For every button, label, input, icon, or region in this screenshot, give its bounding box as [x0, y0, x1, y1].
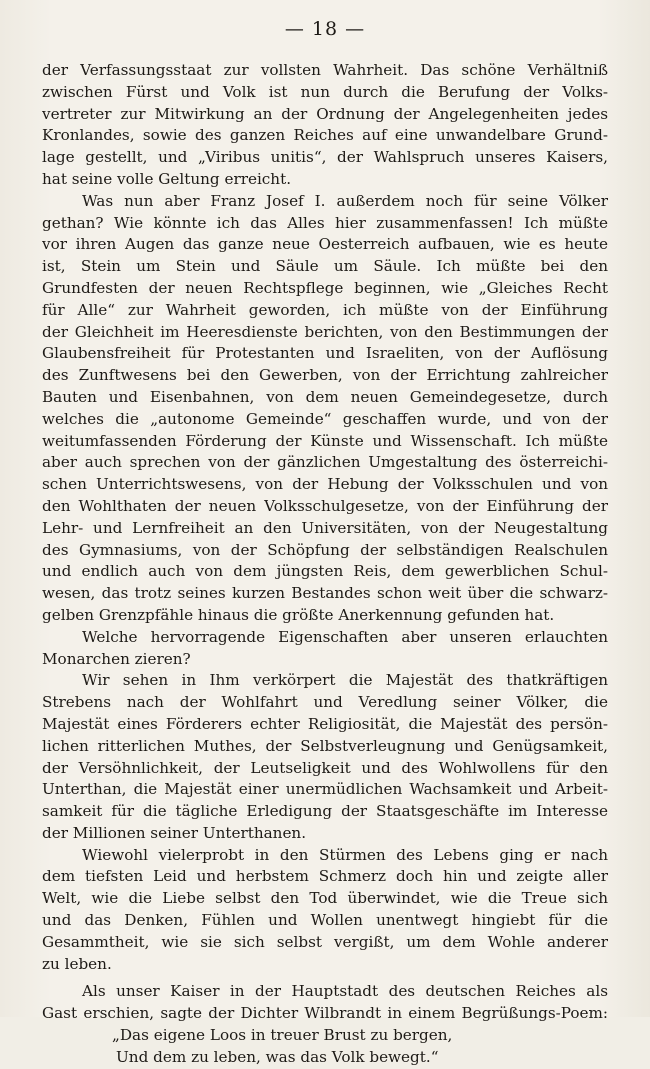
text-line: hat seine volle Geltung erreicht.	[42, 169, 292, 188]
text-line: der Verfassungsstaat zur vollsten Wahrheit. Das schöne Verhältniß	[42, 61, 608, 79]
text-line: Glaubensfreiheit für Protestanten und Israeliten, von der Auflösung	[42, 344, 608, 363]
text-line: samkeit für die tägliche Erledigung der Staatsgeschäfte im Interesse	[42, 802, 608, 821]
text-line: schen Unterrichtswesens, von der Hebung der Volksschulen und von	[42, 475, 608, 494]
text-line: Welt, wie die Liebe selbst den Tod überwindet, wie die Treue sich	[42, 889, 608, 908]
text-line: der Millionen seiner Unterthanen.	[42, 823, 307, 842]
page-number: — 18 —	[284, 18, 366, 40]
text-line: lage gestellt, und „Viribus unitis“, der Wahlspruch unseres Kaisers,	[42, 148, 608, 167]
body-text	[42, 60, 608, 1069]
text-line: Bauten und Eisenbahnen, von dem neuen Gemeindegesetze, durch	[42, 387, 608, 406]
text-line: den Wohlthaten der neuen Volksschulgesetze, von der Einführung der	[42, 496, 608, 515]
text-line: Strebens nach der Wohlfahrt und Veredlung seiner Völker, die	[42, 693, 608, 712]
text-line: und das Denken, Fühlen und Wollen unentwegt hingiebt für die	[42, 911, 608, 930]
text-line: wesen, das trotz seines kurzen Bestandes schon weit über die schwarz-	[42, 584, 608, 603]
text-line: Unterthan, die Majestät einer unermüdlichen Wachsamkeit und Arbeit-	[42, 780, 608, 799]
text-line: Wir sehen in Ihm verkörpert die Majestät des thatkräftigen	[82, 671, 608, 690]
text-line: Was nun aber Franz Josef I. außerdem noch für seine Völker	[82, 191, 608, 210]
text-line: Welche hervorragende Eigenschaften aber unseren erlauchten	[82, 627, 608, 646]
text-line: Gast erschien, sagte der Dichter Wilbrandt in einem Begrüßungs-Poem:	[42, 1004, 608, 1023]
text-line: vertreter zur Mitwirkung an der Ordnung der Angelegenheiten jedes	[42, 104, 608, 123]
text-line: gethan? Wie könnte ich das Alles hier zusammenfassen! Ich müßte	[42, 213, 608, 232]
text-line: Majestät eines Förderers echter Religiosität, die Majestät des persön-	[42, 714, 608, 733]
text-line: dem tiefsten Leid und herbstem Schmerz doch hin und zeigte aller	[42, 867, 608, 886]
quote-line: „Das eigene Loos in treuer Brust zu bergen,	[112, 1026, 453, 1045]
text-line: des Gymnasiums, von der Schöpfung der selbständigen Realschulen	[42, 540, 608, 559]
text-line: weitumfassenden Förderung der Künste und Wissenschaft. Ich müßte	[42, 431, 608, 450]
text-line: Lehr- und Lernfreiheit an den Universitäten, von der Neugestaltung	[42, 518, 608, 537]
text-line: und endlich auch von dem jüngsten Reis, dem gewerblichen Schul-	[42, 562, 608, 581]
text-line: für Alle“ zur Wahrheit geworden, ich müßte von der Einführung	[42, 300, 608, 319]
text-line: der Gleichheit im Heeresdienste berichten, von den Bestimmungen der	[42, 322, 608, 341]
text-line: des Zunftwesens bei den Gewerben, von der Errichtung zahlreicher	[42, 366, 608, 385]
text-line: ist, Stein um Stein und Säule um Säule. Ich müßte bei den	[42, 257, 608, 276]
text-line: Grundfesten der neuen Rechtspflege beginnen, wie „Gleiches Recht	[42, 278, 608, 297]
text-line: Wiewohl vielerprobt in den Stürmen des Lebens ging er nach	[82, 845, 608, 864]
text-line: zwischen Fürst und Volk ist nun durch die Berufung der Volks-	[42, 82, 608, 101]
text-line: lichen ritterlichen Muthes, der Selbstverleugnung und Genügsamkeit,	[42, 736, 608, 755]
quote-line: Und dem zu leben, was das Volk bewegt.“	[116, 1047, 439, 1066]
text-line: Als unser Kaiser in der Hauptstadt des deutschen Reiches als	[82, 982, 608, 1001]
text-line: zu leben.	[42, 954, 112, 973]
text-line: welches die „autonome Gemeinde“ geschaffen wurde, und von der	[42, 409, 608, 428]
text-line: Monarchen zieren?	[42, 649, 191, 668]
text-line: Gesammtheit, wie sie sich selbst vergißt, um dem Wohle anderer	[42, 932, 608, 951]
text-line: der Versöhnlichkeit, der Leutseligkeit und des Wohlwollens für den	[42, 758, 608, 777]
text-line: aber auch sprechen von der gänzlichen Umgestaltung des österreichi-	[42, 453, 608, 472]
text-line: Kronlandes, sowie des ganzen Reiches auf eine unwandelbare Grund-	[42, 126, 608, 145]
text-line: gelben Grenzpfähle hinaus die größte Anerkennung gefunden hat.	[42, 605, 555, 624]
text-line: vor ihren Augen das ganze neue Oesterreich aufbauen, wie es heute	[42, 235, 608, 254]
